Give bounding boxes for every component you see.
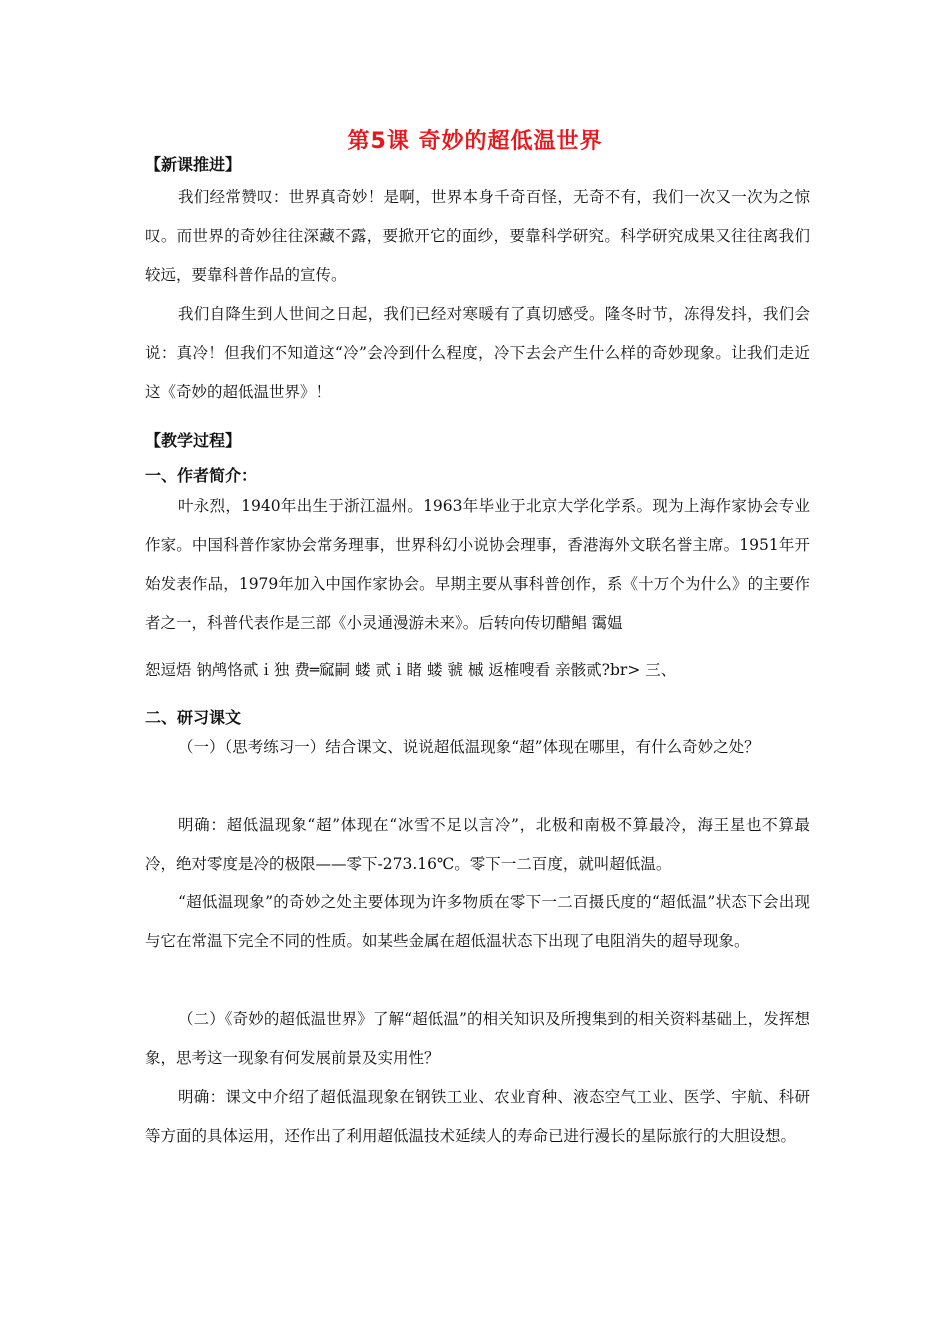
answer-1: 明确：超低温现象“超”体现在“冰雪不足以言冷”，北极和南极不算最冷，海王星也不算最冷，绝对零度是冷的极限——零下-273.16℃。零下一二百度，就叫超低温。 (145, 816, 810, 873)
author-heading: 一、作者简介： (145, 466, 258, 485)
page-title: 第5课 奇妙的超低温世界 (347, 129, 603, 154)
intro-paragraph-1: 我们经常赞叹：世界真奇妙！是啊，世界本身千奇百怪，无奇不有，我们一次又一次为之惊叹。而世界的奇妙往往深藏不露，要掀开它的面纱，要靠科学研究。科学研究成果又往往离我们较远，要靠科普作品的宣传。 (145, 188, 810, 284)
question-1: （一）（思考练习一）结合课文、说说超低温现象“超”体现在哪里，有什么奇妙之处？ (178, 738, 760, 756)
question-2: （二）《奇妙的超低温世界》了解“超低温”的相关知识及所搜集到的相关资料基础上，发挥想象，思考这一现象有何发展前景及实用性？ (145, 1010, 810, 1067)
study-heading: 二、研习课文 (145, 708, 242, 727)
process-heading: 【教学过程】 (145, 431, 242, 450)
intro-paragraph-2: 我们自降生到人世间之日起，我们已经对寒暖有了真切感受。隆冬时节，冻得发抖，我们会说：真冷！但我们不知道这“冷”会冷到什么程度，冷下去会产生什么样的奇妙现象。让我们走近这《奇妙的超低温世界》！ (145, 305, 810, 401)
author-paragraph: 叶永烈，1940年出生于浙江温州。1963年毕业于北京大学化学系。现为上海作家协会专业作家。中国科普作家协会常务理事，世界科幻小说协会理事，香港海外文联名誉主席。1951年开始发表作品，1979年加入中国作家协会。早期主要从事科普创作，系《十万个为什么》的主要作者之一，科普代表作是三部《小灵通漫游未来》。后转向传切醋鲳 霭媪 (145, 497, 810, 632)
answer-1-continued: “超低温现象”的奇妙之处主要体现为许多物质在零下一二百摄氏度的“超低温”状态下会出现与它在常温下完全不同的性质。如某些金属在超低温状态下出现了电阻消失的超导现象。 (145, 893, 810, 950)
intro-heading: 【新课推进】 (145, 155, 242, 174)
garbled-text-line: 恕逗焐 钠鸬恪贰ｉ独 费═窳嗣 蝼 贰ｉ睹 蝼 虢 槭 返榷嗖看 亲骸贰?br> 三、 (145, 661, 677, 679)
answer-2: 明确：课文中介绍了超低温现象在钢铁工业、农业育种、液态空气工业、医学、宇航、科研等方面的具体运用，还作出了利用超低温技术延续人的寿命已进行漫长的星际旅行的大胆设想。 (145, 1088, 810, 1145)
